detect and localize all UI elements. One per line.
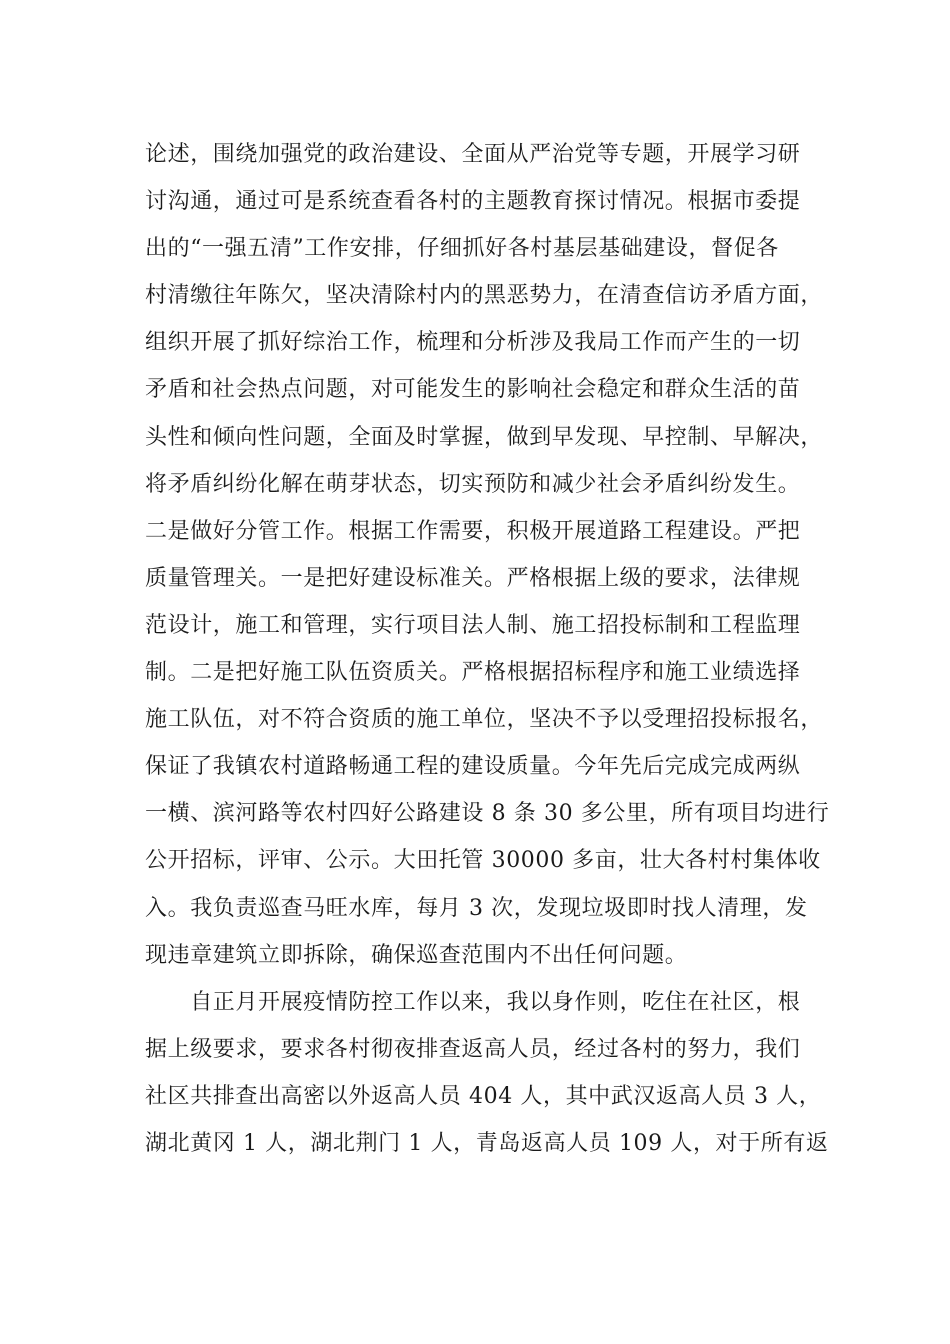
text-line: 入。我负责巡查马旺水库，每月 3 次，发现垃圾即时找人清理，发 — [145, 895, 808, 921]
body-text — [145, 131, 835, 1167]
text-line: 矛盾和社会热点问题，对可能发生的影响社会稳定和群众生活的苗 — [145, 377, 801, 403]
text-line: 范设计，施工和管理，实行项目法人制、施工招投标制和工程监理 — [145, 612, 801, 638]
text-line: 现违章建筑立即拆除，确保巡查范围内不出任何问题。 — [145, 942, 688, 968]
text-line: 社区共排查出高密以外返高人员 404 人，其中武汉返高人员 3 人， — [145, 1083, 822, 1109]
text-line: 自正月开展疫情防控工作以来，我以身作则，吃住在社区，根 — [145, 989, 801, 1015]
text-line: 公开招标，评审、公示。大田托管 30000 多亩，壮大各村村集体收 — [145, 848, 821, 874]
text-line: 论述，围绕加强党的政治建设、全面从严治党等专题，开展学习研 — [145, 142, 801, 167]
text-line: 施工队伍，对不符合资质的施工单位，坚决不予以受理招投标报名， — [145, 707, 824, 733]
text-line: 保证了我镇农村道路畅通工程的建设质量。今年先后完成完成两纵 — [145, 754, 801, 780]
text-line: 村清缴往年陈欠，坚决清除村内的黑恶势力，在清查信访矛盾方面， — [145, 283, 824, 309]
text-line: 质量管理关。一是把好建设标准关。严格根据上级的要求，法律规 — [145, 565, 801, 591]
text-line: 据上级要求，要求各村彻夜排查返高人员，经过各村的努力，我们 — [145, 1036, 801, 1062]
text-line: 将矛盾纠纷化解在萌芽状态，切实预防和减少社会矛盾纠纷发生。 — [145, 471, 801, 497]
text-line: 湖北黄冈 1 人，湖北荆门 1 人，青岛返高人员 109 人，对于所有返 — [145, 1130, 829, 1156]
text-line: 出的“一强五清”工作安排，仔细抓好各村基层基础建设，督促各 — [145, 236, 779, 262]
text-line: 讨沟通，通过可是系统查看各村的主题教育探讨情况。根据市委提 — [145, 189, 801, 215]
text-line: 头性和倾向性问题，全面及时掌握，做到早发现、早控制、早解决， — [145, 424, 824, 450]
text-line: 二是做好分管工作。根据工作需要，积极开展道路工程建设。严把 — [145, 518, 801, 544]
text-line: 制。二是把好施工队伍资质关。严格根据招标程序和施工业绩选择 — [145, 660, 801, 686]
text-line: 一横、滨河路等农村四好公路建设 8 条 30 多公里，所有项目均进行 — [145, 801, 830, 827]
text-line: 组织开展了抓好综治工作，梳理和分析涉及我局工作而产生的一切 — [145, 330, 801, 356]
